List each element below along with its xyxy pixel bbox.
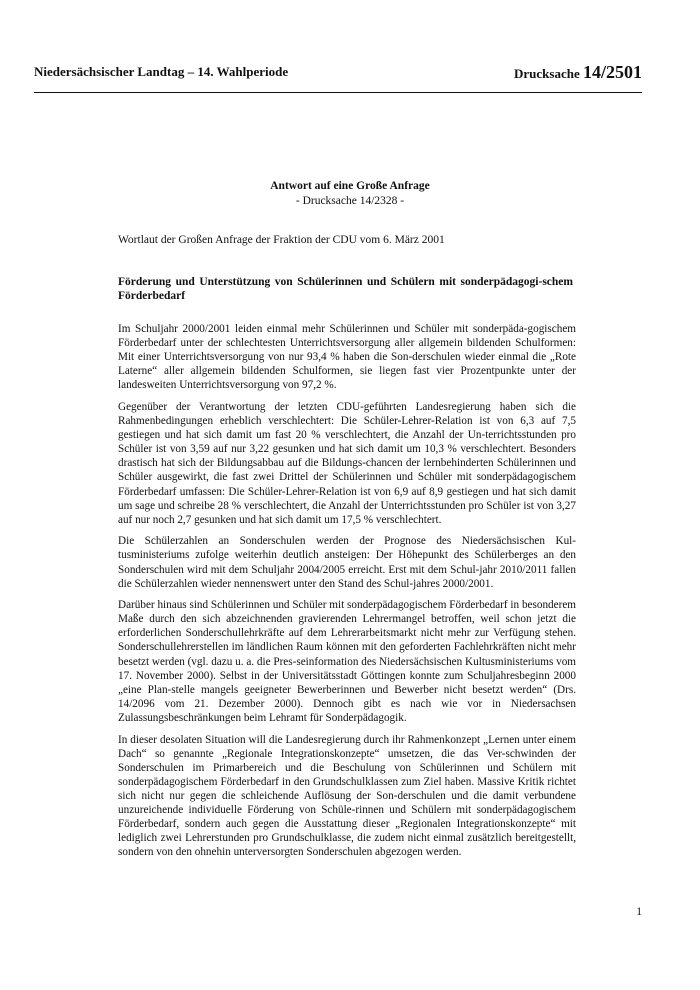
page-header: [34, 62, 642, 82]
body-text: [118, 322, 576, 867]
paragraph: Die Schülerzahlen an Sonderschulen werden der Prognose des Niedersächsischen Kul-tusministeriums zufolge weiterhin deutlich ansteigen: Der Höhepunkt des Schülerberges an den Sonderschulen wird mit dem Schuljahr 2004/2005 erreicht. Erst mit dem Schul-jahr 2010/2011 fallen die Schülerzahlen wieder nennenswert unter den Stand des Schul-jahres 2000/2001.: [118, 535, 576, 590]
page-number: 1: [636, 906, 642, 918]
document-number-value: 14/2501: [582, 62, 642, 82]
header-divider: [34, 92, 642, 93]
paragraph: Im Schuljahr 2000/2001 leiden einmal mehr Schülerinnen und Schüler mit sonderpäda-gogischem Förderbedarf unter der schlechtesten Unterrichtsversorgung aller allgemein bildenden Schulformen: Mit einer Unterrichtsversorgung von nur 93,4 % haben die Son-derschulen wieder einmal die „Rote Laterne“ aller allgemein bildenden Schulformen, sie liegen fast vier Prozentpunkte unter der landesweiten Unterrichtsversorgung von 97,2 %.: [118, 323, 576, 392]
paragraph: Darüber hinaus sind Schülerinnen und Schüler mit sonderpädagogischem Förderbedarf in besonderem Maße durch den sich abzeichnenden gravierenden Lehrermangel betroffen, weil schon jetzt die erforderlichen Sonderschullehrkräfte auf dem Lehrerarbeitsmarkt nicht mehr zur Verfügung stehen. Sonderschullehrerstellen im ländlichen Raum können mit den geforderten Fachlehrkräften nicht mehr besetzt werden (vgl. dazu u. a. die Pres-seinformation des Niedersächsischen Kultusministeriums vom 17. November 2000). Selbst in der Universitätsstadt Göttingen konnte zum Schuljahresbeginn 2000 „eine Plan-stelle mangels geeigneter Bewerberinnen und Bewerber nicht besetzt werden“ (Drs. 14/2096 vom 21. Dezember 2000). Dennoch gibt es nach wie vor in Niedersachsen Zulassungsbeschränkungen beim Lehramt für Sonderpädagogik.: [118, 599, 576, 724]
answer-subtitle: - Drucksache 14/2328 -: [295, 195, 405, 207]
answer-title: Antwort auf eine Große Anfrage: [270, 180, 430, 192]
inquiry-statement: Wortlaut der Großen Anfrage der Fraktion der CDU vom 6. März 2001: [118, 234, 445, 246]
inquiry-topic: Förderung und Unterstützung von Schülerinnen und Schülern mit sonderpädagogi-schem Förderbedarf: [118, 276, 573, 302]
paragraph: In dieser desolaten Situation will die Landesregierung durch ihr Rahmenkonzept „Lernen unter einem Dach“ so genannte „Regionale Integrationskonzepte“ umsetzen, die das Ver-schwinden der Sonderschulen im Primarbereich und die Beschulung von Schülerinnen und Schülern mit sonderpädagogischem Förderbedarf in den Grundschulklassen zum Ziel haben. Massive Kritik richtet sich nicht nur gegen die schleichende Auflösung der Son-derschulen und die damit verbundene unzureichende individuelle Förderung von Schüle-rinnen und Schülern mit sonderpädagogischem Förderbedarf, sondern auch gegen die Ausstattung dieser „Regionalen Integrationskonzepte“ mit lediglich zwei Lehrerstunden pro Grundschulklasse, die zudem nicht einmal zusätzlich bereitgestellt, sondern von den ohnehin unterversorgten Sonderschulen abgezogen werden.: [118, 733, 576, 859]
paragraph: Gegenüber der Verantwortung der letzten CDU-geführten Landesregierung haben sich die Rahmenbedingungen erheblich verschlechtert: Die Schüler-Lehrer-Relation ist von 6,3 auf 7,5 gestiegen und hat sich damit um fast 20 % verschlechtert, die Anzahl der Un-terrichtsstunden pro Schüler ist von 3,59 auf nur 3,22 gesunken und hat sich damit um 10,3 % verschlechtert. Besonders drastisch hat sich der Bildungsabbau auf die Bildungs-chancen der lernbehinderten Schülerinnen und Schüler ausgewirkt, die fast zwei Drittel der Schülerinnen und Schüler mit sonderpädagogischem Förderbedarf umfassen: Die Schüler-Lehrer-Relation ist von 6,9 auf 8,9 gestiegen und hat sich damit um sage und schreibe 28 % verschlechtert, die Anzahl der Unterrichtsstunden pro Schüler ist von 3,27 auf nur noch 2,7 gesunken und hat sich damit um 17,5 % verschlechtert.: [118, 400, 576, 526]
parliament-title: Niedersächsischer Landtag – 14. Wahlperiode: [34, 64, 289, 79]
document-number: [514, 62, 642, 83]
document-number-label: Drucksache: [514, 66, 580, 81]
